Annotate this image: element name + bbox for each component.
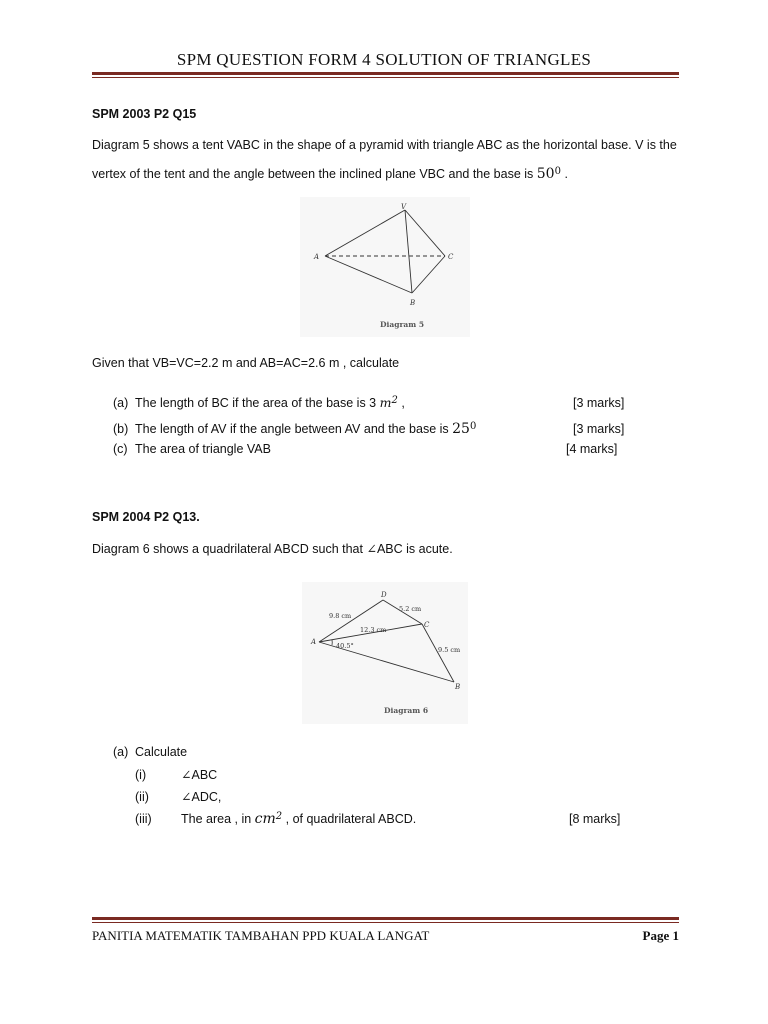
diagram-5 — [300, 197, 470, 337]
q1-heading: SPM 2003 P2 Q15 — [92, 107, 197, 121]
q1-part-b-angle: $25^0$ — [452, 421, 477, 437]
unit-cm2: $cm^2$ — [254, 811, 283, 827]
q1-part-b-text: The length of AV if the angle between AV and the base is $25^0$ — [135, 421, 477, 437]
q1-part-b-marks: [3 marks] — [573, 422, 625, 436]
q2-sub-iii-text: The area , in $cm^2$ , of quadrilateral ABCD. — [181, 811, 417, 827]
length-cb: 9.5 cm — [438, 646, 461, 654]
vertex-b-label: B — [410, 299, 416, 307]
diagram-5-background — [300, 197, 470, 337]
q1-part-c-text: The area of triangle VAB — [135, 442, 271, 456]
length-dc: 5.2 cm — [399, 605, 422, 613]
diagram-6 — [302, 582, 468, 724]
q1-line2: vertex of the tent and the angle between the inclined plane VBC and the base is $50^0$ . — [92, 166, 568, 182]
q1-part-c-label: (c) — [113, 442, 128, 456]
footer-left-text: PANITIA MATEMATIK TAMBAHAN PPD KUALA LANGAT — [92, 928, 430, 943]
length-ad: 9.8 cm — [329, 612, 352, 620]
vertex-d-label: D — [381, 591, 387, 599]
q1-given: Given that VB=VC=2.2 m and AB=AC=2.6 m , calculate — [92, 356, 400, 370]
diagram-6-caption: Diagram 6 — [384, 706, 429, 715]
angle-a-value: 40.5° — [336, 642, 354, 650]
header-divider — [92, 72, 679, 78]
length-ac: 12.3 cm — [360, 626, 387, 634]
page-title: SPM QUESTION FORM 4 SOLUTION OF TRIANGLES — [176, 50, 592, 69]
page-number: Page 1 — [642, 928, 679, 943]
q1-part-a-label: (a) — [113, 396, 129, 410]
q1-part-c-marks: [4 marks] — [566, 442, 618, 456]
vertex-b-label: B — [455, 683, 461, 691]
unit-m2: $m^2$ — [379, 395, 398, 410]
q2-part-a-label: (a) — [113, 745, 129, 759]
angle-symbol: ∠ — [366, 541, 377, 556]
q2-sub-i-label: (i) — [135, 768, 147, 782]
q2-sub-i-text: ∠ABC — [181, 767, 218, 782]
q2-line1: Diagram 6 shows a quadrilateral ABCD such that ∠ABC is acute. — [92, 541, 453, 556]
vertex-c-label: C — [448, 253, 454, 261]
q2-marks: [8 marks] — [569, 812, 621, 826]
q1-part-a-text: The length of BC if the area of the base is 3 $m^2$ , — [135, 395, 405, 410]
q1-part-a-marks: [3 marks] — [573, 396, 625, 410]
vertex-a-label: A — [314, 253, 320, 261]
footer-divider — [92, 917, 679, 923]
q1-part-b-label: (b) — [113, 422, 129, 436]
q2-heading: SPM 2004 P2 Q13. — [92, 510, 200, 524]
q2-sub-ii-text: ∠ADC, — [181, 789, 222, 804]
vertex-c-label: C — [424, 621, 430, 629]
vertex-v-label: V — [401, 203, 407, 211]
diagram-5-caption: Diagram 5 — [380, 320, 425, 329]
q2-sub-ii-label: (ii) — [135, 790, 149, 804]
vertex-a-label: A — [311, 638, 317, 646]
q1-angle: $50^0$ — [536, 166, 561, 182]
q2-sub-iii-label: (iii) — [135, 812, 152, 826]
q2-part-a-text: Calculate — [135, 745, 188, 759]
q1-line1: Diagram 5 shows a tent VABC in the shape of a pyramid with triangle ABC as the horizontal base. V is the — [92, 138, 677, 152]
